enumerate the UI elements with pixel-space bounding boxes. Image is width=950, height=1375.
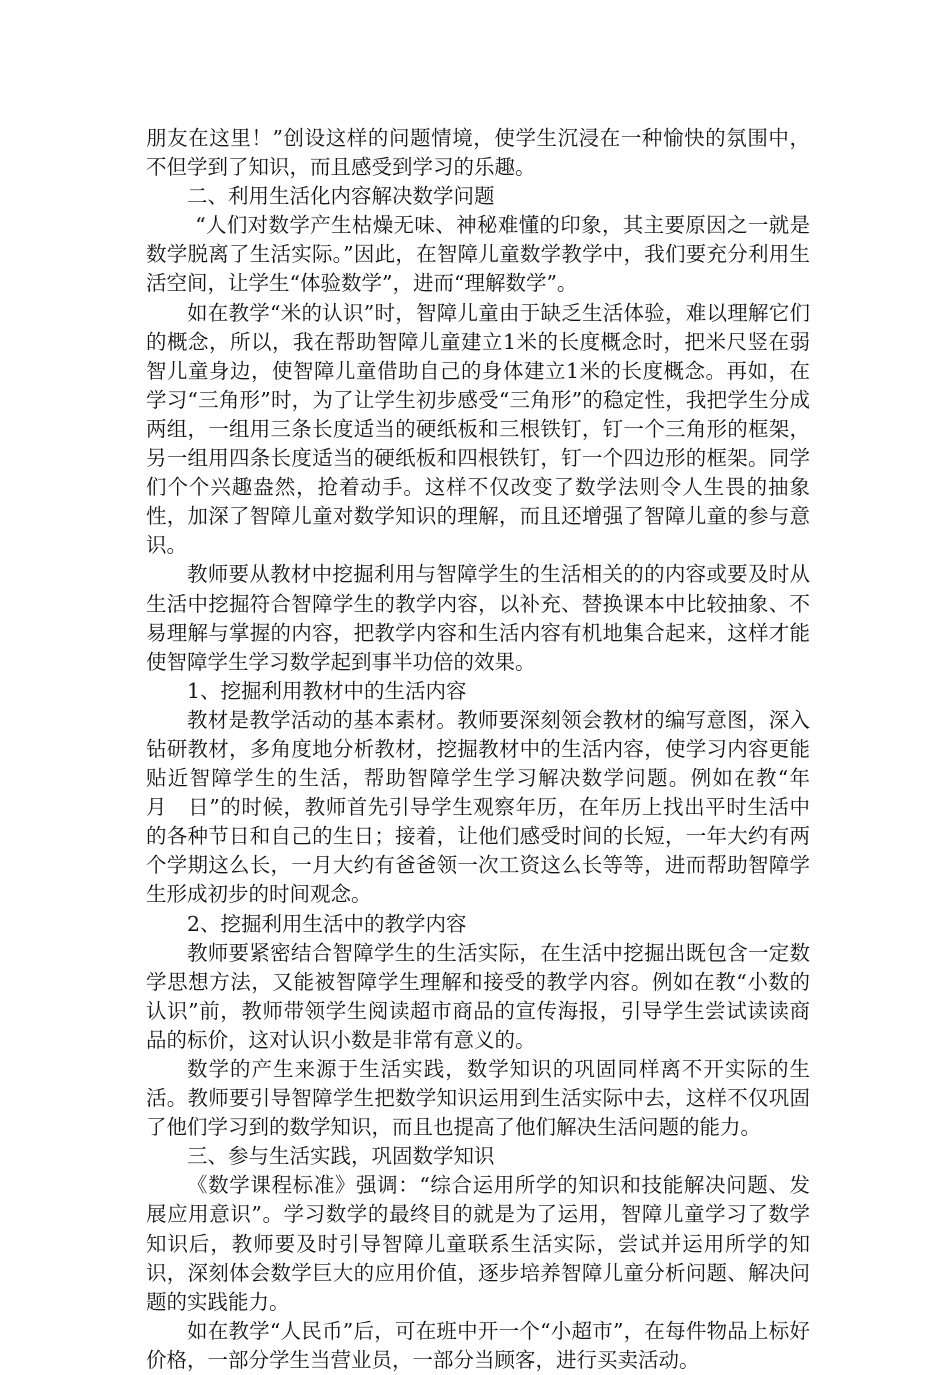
section-heading-2: 二、利用生活化内容解决数学问题: [187, 184, 495, 209]
subheading-2: 2、挖掘利用生活中的教学内容: [187, 911, 467, 936]
paragraph-practice: 数学的产生来源于生活实践，数学知识的巩固同样离不开实际的生活。教师要引导智障学生把数学知识运用到生活实际中去，这样不仅巩固了他们学习到的数学知识，而且也提高了他们解决生活问题的能力。: [146, 1057, 810, 1140]
paragraph-quote: “人们对数学产生枯燥无味、神秘难懂的印象，其主要原因之一就是数学脱离了生活实际。”因此，在智障儿童数学教学中，我们要充分利用生活空间，让学生“体验数学”，进而“理解数学”。: [146, 213, 810, 296]
document-page: [146, 124, 831, 1375]
paragraph-textbook: 教材是教学活动的基本素材。教师要深刻领会教材的编写意图，深入钻研教材，多角度地分析教材，挖掘教材中的生活内容，使学习内容更能贴近智障学生的生活，帮助智障学生学习解决数学问题。例如在教“年 月 日”的时候，教师首先引导学生观察年历，在年历上找出平时生活中的各种节日和自己的生日；接着，让他们感受时间的长短，一年大约有两个学期这么长，一月大约有爸爸领一次工资这么长等等，进而帮助智障学生形成初步的时间观念。: [146, 707, 831, 907]
paragraph-continuation: 朋友在这里！”创设这样的问题情境，使学生沉浸在一种愉快的氛围中，不但学到了知识，而且感受到学习的乐趣。: [146, 126, 810, 180]
paragraph-curriculum: 《数学课程标准》强调：“综合运用所学的知识和技能解决问题、发展应用意识”。学习数学的最终目的就是为了运用，智障儿童学习了数学知识后，教师要及时引导智障儿童联系生活实际，尝试并运用所学的知识，深刻体会数学巨大的应用价值，逐步培养智障儿童分析问题、解决问题的实践能力。: [146, 1173, 810, 1314]
section-heading-3: 三、参与生活实践，巩固数学知识: [187, 1144, 495, 1169]
paragraph-life-content: 教师要紧密结合智障学生的生活实际，在生活中挖掘出既包含一定数学思想方法，又能被智障学生理解和接受的教学内容。例如在教“小数的认识”前，教师带领学生阅读超市商品的宣传海报，引导学生尝试读读商品的标价，这对认识小数是非常有意义的。: [146, 940, 810, 1052]
paragraph-teacher-content: 教师要从教材中挖掘利用与智障学生的生活相关的的内容或要及时从生活中挖掘符合智障学生的教学内容，以补充、替换课本中比较抽象、不易理解与掌握的内容，把教学内容和生活内容有机地集合起来，这样才能使智障学生学习数学起到事半功倍的效果。: [146, 562, 810, 674]
subheading-1: 1、挖掘利用教材中的生活内容: [187, 678, 467, 703]
paragraph-rmb-example: 如在教学“人民币”后，可在班中开一个“小超市”，在每件物品上标好价格，一部分学生当营业员，一部分当顾客，进行买卖活动。: [146, 1318, 810, 1372]
paragraph-example-meter: 如在教学“米的认识”时，智障儿童由于缺乏生活体验，难以理解它们的概念，所以，我在帮助智障儿童建立1米的长度概念时，把米尺竖在弱智儿童身边，使智障儿童借助自己的身体建立1米的长度概念。再如，在学习“三角形”时，为了让学生初步感受“三角形”的稳定性，我把学生分成两组，一组用三条长度适当的硬纸板和三根铁钉，钉一个三角形的框架，另一组用四条长度适当的硬纸板和四根铁钉，钉一个四边形的框架。同学们个个兴趣盎然，抢着动手。这样不仅改变了数学法则令人生畏的抽象性，加深了智障儿童对数学知识的理解，而且还增强了智障儿童的参与意识。: [146, 300, 810, 558]
